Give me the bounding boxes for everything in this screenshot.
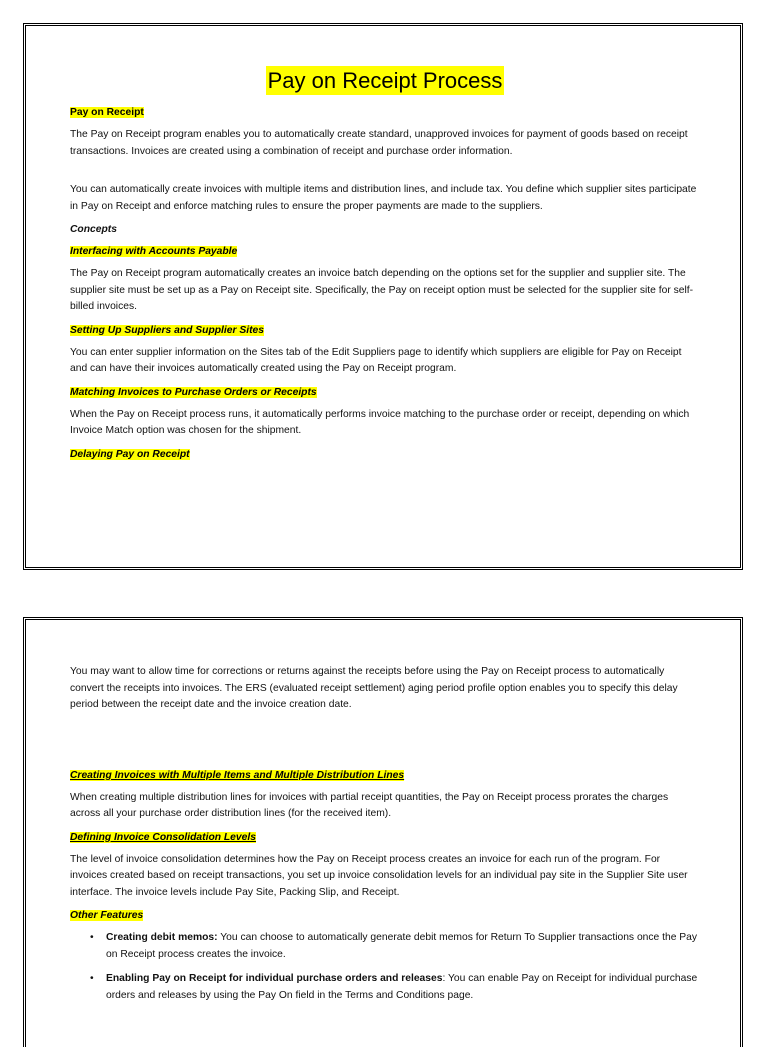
heading-interfacing bbox=[70, 244, 700, 259]
spacer bbox=[70, 167, 700, 182]
heading-matching-text: Matching Invoices to Purchase Orders or Receipts bbox=[70, 386, 317, 398]
heading-pay-on-receipt-text: Pay on Receipt bbox=[70, 107, 144, 118]
spacer bbox=[70, 721, 700, 768]
document-page-2 bbox=[23, 617, 743, 1047]
paragraph-intro-1: The Pay on Receipt program enables you to automatically create standard, unapproved invoices for payment of goods based on receipt transactions. Invoices are created using a combination of receipt and purchase order information. bbox=[70, 129, 688, 157]
paragraph-intro-2: You can automatically create invoices with multiple items and distribution lines, and include tax. You define which supplier sites participate in Pay on Receipt and enforce matching rules to ensure the proper payments are made to the suppliers. bbox=[70, 184, 697, 212]
heading-other-features-text: Other Features bbox=[70, 910, 144, 921]
page-2-content bbox=[70, 664, 700, 1012]
heading-delaying-text: Delaying Pay on Receipt bbox=[70, 448, 190, 460]
list-item bbox=[90, 971, 700, 1004]
heading-consolidation bbox=[70, 830, 700, 845]
list-item-label: Enabling Pay on Receipt for individual purchase orders and releases bbox=[106, 973, 443, 984]
heading-delaying bbox=[70, 447, 700, 462]
list-item bbox=[90, 930, 700, 963]
feature-list bbox=[70, 930, 700, 1004]
heading-multiple-items bbox=[70, 768, 700, 783]
paragraph-matching: When the Pay on Receipt process runs, it automatically performs invoice matching to the purchase order or receipt, depending on which Invoice Match option was chosen for the shipment. bbox=[70, 408, 690, 436]
paragraph-setting-up: You can enter supplier information on the Sites tab of the Edit Suppliers page to identify which suppliers are eligible for Pay on Receipt and can have their invoices automatically created using the Pay on Receipt program. bbox=[70, 346, 682, 374]
heading-interfacing-text: Interfacing with Accounts Payable bbox=[70, 246, 238, 257]
page-1-content bbox=[70, 70, 700, 469]
list-item-text: : You can enable Pay on Receipt for individual purchase orders and releases by using the Pay On field in the Terms and Conditions page. bbox=[106, 973, 698, 1001]
list-item-label: Creating debit memos: bbox=[106, 932, 218, 943]
heading-pay-on-receipt bbox=[70, 105, 700, 120]
bullet-icon: • bbox=[90, 932, 94, 943]
document-title-text: Pay on Receipt Process bbox=[267, 68, 503, 93]
bullet-icon: • bbox=[90, 973, 94, 984]
heading-consolidation-text: Defining Invoice Consolidation Levels bbox=[70, 831, 256, 843]
heading-matching bbox=[70, 385, 700, 400]
paragraph-interfacing: The Pay on Receipt program automatically creates an invoice batch depending on the options set for the supplier and supplier site. The supplier site must be set up as a Pay on Receipt site. Specifically, the Pay on receipt option must be selected for the supplier site for self-billed invoices. bbox=[70, 268, 694, 312]
paragraph-multiple-items: When creating multiple distribution lines for invoices with partial receipt quantities, the Pay on Receipt process prorates the charges across all your purchase order distribution lines (for the received item). bbox=[70, 791, 669, 819]
heading-setting-up bbox=[70, 323, 700, 338]
heading-setting-up-text: Setting Up Suppliers and Supplier Sites bbox=[70, 324, 264, 336]
document-page-1 bbox=[23, 23, 743, 570]
document-title bbox=[70, 70, 700, 92]
heading-other-features bbox=[70, 908, 700, 923]
heading-multiple-items-text: Creating Invoices with Multiple Items and Multiple Distribution Lines bbox=[70, 769, 405, 781]
concepts-label: Concepts bbox=[70, 224, 117, 235]
paragraph-consolidation: The level of invoice consolidation determines how the Pay on Receipt process creates an invoice for each run of the program. For invoices created based on receipt transactions, you set up invoice consolidation levels for an individual pay site in the Supplier Site user interface. The invoice levels include Pay Site, Packing Slip, and Receipt. bbox=[70, 853, 688, 898]
paragraph-delay: You may want to allow time for corrections or returns against the receipts before using the Pay on Receipt process to automatically convert the receipts into invoices. The ERS (evaluated receipt settlement) aging period profile option enables you to specify this delay period between the receipt date and the invoice creation date. bbox=[70, 666, 678, 710]
list-item-text: You can choose to automatically generate debit memos for Return To Supplier transactions once the Pay on Receipt process creates the invoice. bbox=[106, 932, 698, 960]
